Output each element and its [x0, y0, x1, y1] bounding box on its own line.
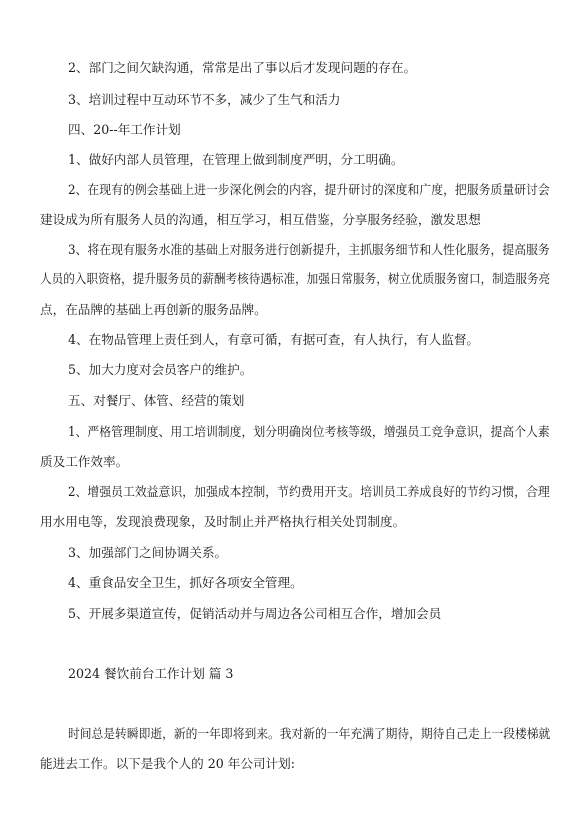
list-item: 3、培训过程中互动环节不多，减少了生气和活力 — [68, 92, 341, 107]
list-item: 5、加大力度对会员客户的维护。 — [68, 362, 253, 377]
section-heading: 四、20--年工作计划 — [68, 122, 181, 137]
list-item-continuation: 用水用电等，发现浪费现象，及时制止并严格执行相关处罚制度。 — [40, 514, 406, 529]
list-item: 5、开展多渠道宣传，促销活动并与周边各公司相互合作，增加会员 — [68, 606, 442, 621]
section-heading: 五、对餐厅、体管、经营的策划 — [68, 393, 245, 408]
document-title: 2024 餐饮前台工作计划 篇 3 — [68, 666, 234, 681]
list-item: 4、在物品管理上责任到人，有章可循，有据可查，有人执行，有人监督。 — [68, 332, 480, 347]
list-item: 4、重食品安全卫生，抓好各项安全管理。 — [68, 575, 303, 590]
list-item: 2、增强员工效益意识，加强成本控制，节约费用开支。培训员工养成良好的节约习惯，合理 — [68, 484, 550, 499]
list-item-continuation: 人员的入职资格，提升服务员的薪酬考核待遇标准，加强日常服务，树立优质服务窗口，制造服务亮 — [40, 271, 551, 286]
list-item-continuation: 质及工作效率。 — [40, 454, 129, 469]
list-item: 3、将在现有服务水准的基础上对服务进行创新提升，主抓服务细节和人性化服务，提高服务 — [68, 242, 550, 257]
list-item-continuation: 建设成为所有服务人员的沟通，相互学习，相互借鉴，分享服务经验，激发思想 — [40, 212, 481, 227]
list-item: 1、严格管理制度、用工培训制度，划分明确岗位考核等级，增强员工竞争意识，提高个人素 — [68, 424, 550, 439]
list-item: 2、在现有的例会基础上进一步深化例会的内容，提升研讨的深度和广度，把服务质量研讨会 — [68, 182, 550, 197]
list-item-continuation: 点，在品牌的基础上再创新的服务品牌。 — [40, 302, 267, 317]
list-item: 1、做好内部人员管理，在管理上做到制度严明，分工明确。 — [68, 152, 404, 167]
list-item: 2、部门之间欠缺沟通，常常是出了事以后才发现问题的存在。 — [68, 60, 417, 75]
paragraph-line: 时间总是转瞬即逝，新的一年即将到来。我对新的一年充满了期待，期待自己走上一段楼梯就 — [68, 726, 551, 741]
paragraph-line: 能进去工作。以下是我个人的 20 年公司计划: — [40, 756, 295, 771]
list-item: 3、加强部门之间协调关系。 — [68, 545, 228, 560]
